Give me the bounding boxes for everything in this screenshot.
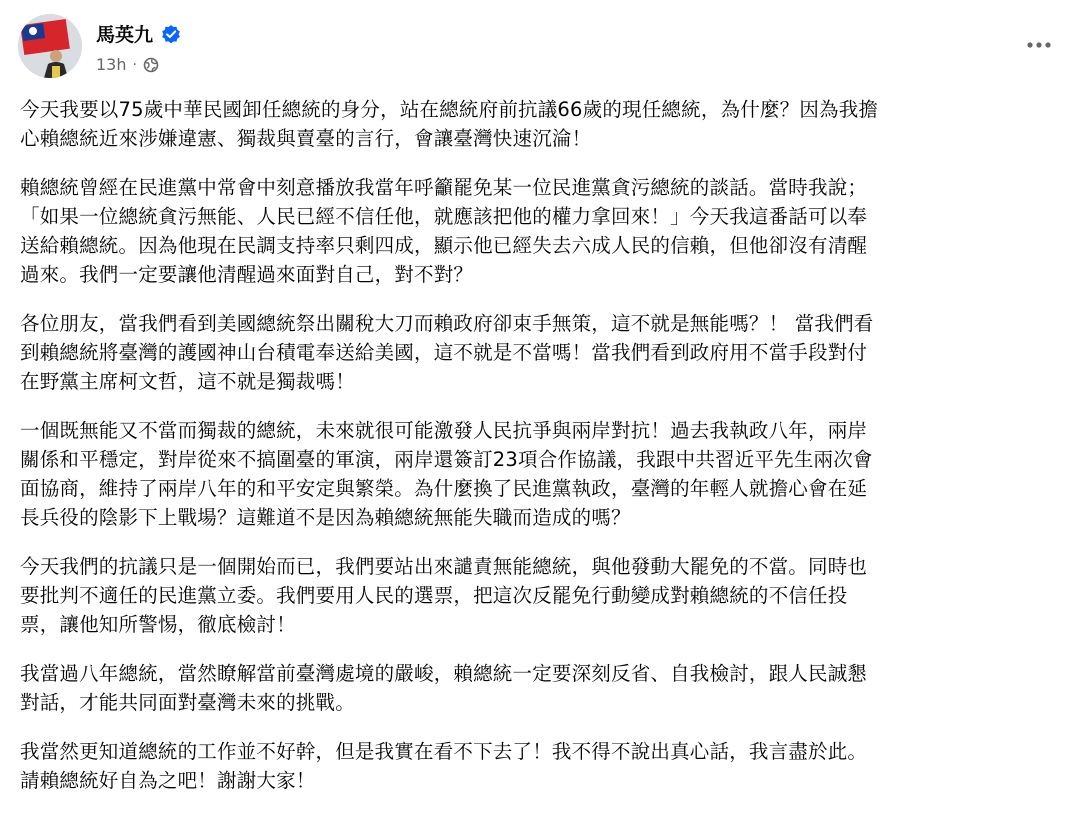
verified-badge-icon (161, 24, 181, 44)
author-name-text[interactable]: 馬英九 (96, 24, 154, 46)
post-paragraph: 各位朋友，當我們看到美國總統祭出關稅大刀而賴政府卻束手無策，這不就是無能嗎？！ 當我們看 到賴總統將臺灣的護國神山台積電奉送給美國，這不就是不當嗎！當我們看到政府用不當手段對付 在野黨主席柯文哲，這不就是獨裁嗎！ (20, 312, 874, 393)
post-paragraph: 今天我們的抗議只是一個開始而已，我們要站出來譴責無能總統，與他發動大罷免的不當。同時也 要批判不適任的民進黨立委。我們要用人民的選票，把這次反罷免行動變成對賴總統的不信任投 票，讓他知所警惕，徹底檢討！ (20, 555, 868, 636)
post-paragraph: 今天我要以75歲中華民國卸任總統的身分，站在總統府前抗議66歲的現任總統，為什麼？因為我擔 心賴總統近來涉嫌違憲、獨裁與賣臺的言行，會讓臺灣快速沉淪！ (20, 98, 879, 150)
meta-separator: · (132, 56, 137, 73)
post-body (20, 95, 1070, 815)
post-paragraph: 我當然更知道總統的工作並不好幹，但是我實在看不下去了！我不得不說出真心話，我言盡於此。 請賴總統好自為之吧！謝謝大家！ (20, 740, 868, 792)
post-timestamp[interactable]: 13h (96, 55, 127, 74)
post-header (0, 0, 1088, 90)
post-meta (96, 55, 159, 74)
post-paragraph: 賴總統曾經在民進黨中常會中刻意播放我當年呼籲罷免某一位民進黨貪污總統的談話。當時我說； 「如果一位總統貪污無能、人民已經不信任他，就應該把他的權力拿回來！」今天我這番話可以奉 送給賴總統。因為他現在民調支持率只剩四成，顯示他已經失去六成人民的信賴，但他卻沒有清醒 過來。我們一定要讓他清醒過來面對自己，對不對？ (20, 176, 868, 286)
author-name[interactable] (96, 20, 181, 47)
post-paragraph: 我當過八年總統，當然瞭解當前臺灣處境的嚴峻，賴總統一定要深刻反省、自我檢討，跟人民誠懇 對話，才能共同面對臺灣未來的挑戰。 (20, 662, 868, 714)
post-paragraph: 一個既無能又不當而獨裁的總統，未來就很可能激發人民抗爭與兩岸對抗！過去我執政八年，兩岸 關係和平穩定，對岸從來不搞圍臺的軍演，兩岸還簽訂23項合作協議，我跟中共習近平先生兩次會 面協商，維持了兩岸八年的和平安定與繁榮。為什麼換了民進黨執政，臺灣的年輕人就擔心會在延 長兵役的陰影下上戰場？這難道不是因為賴總統無能失職而造成的嗎？ (20, 419, 873, 529)
globe-icon[interactable] (143, 57, 159, 73)
author-avatar[interactable] (18, 14, 82, 78)
more-options-icon (1026, 41, 1052, 49)
more-options-button[interactable] (1024, 30, 1054, 60)
